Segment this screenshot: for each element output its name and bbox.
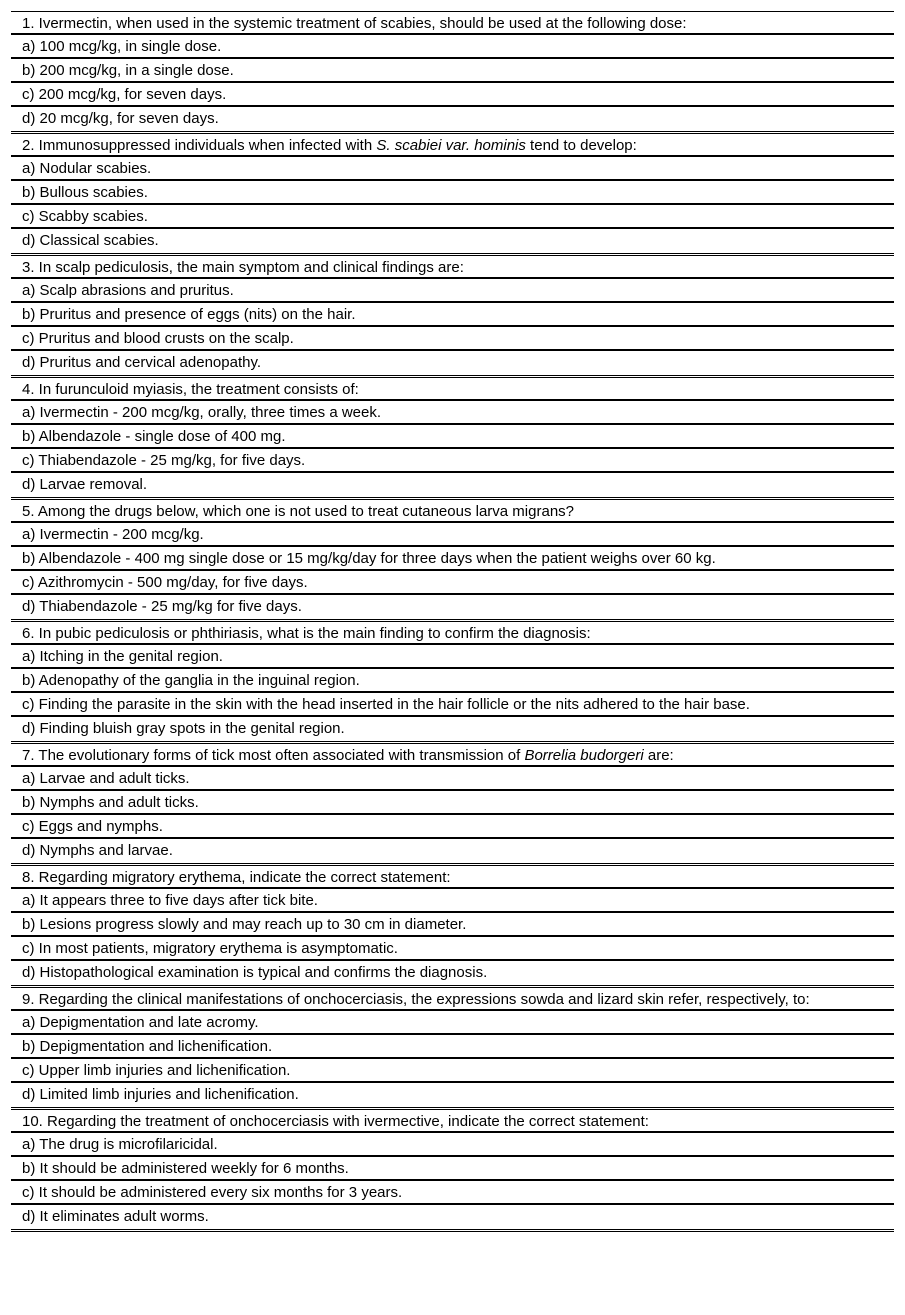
question-block-3 bbox=[11, 256, 894, 378]
option-6d: d) Finding bluish gray spots in the genital region. bbox=[22, 720, 345, 737]
option-4a: a) Ivermectin - 200 mcg/kg, orally, three times a week. bbox=[11, 401, 894, 425]
option-2a: a) Nodular scabies. bbox=[11, 157, 894, 181]
option-2c: c) Scabby scabies. bbox=[11, 205, 894, 229]
question-block-9 bbox=[11, 988, 894, 1110]
question-block-7 bbox=[11, 744, 894, 866]
option-7d: d) Nymphs and larvae. bbox=[22, 842, 173, 859]
question-block-8 bbox=[11, 866, 894, 988]
option-4b: b) Albendazole - single dose of 400 mg. bbox=[11, 425, 894, 449]
question-6: 6. In pubic pediculosis or phthiriasis, what is the main finding to confirm the diagnosis: bbox=[11, 622, 894, 645]
question-block-6 bbox=[11, 622, 894, 744]
option-2d: d) Classical scabies. bbox=[22, 232, 159, 249]
question-5: 5. Among the drugs below, which one is not used to treat cutaneous larva migrans? bbox=[11, 500, 894, 523]
option-8c: c) In most patients, migratory erythema is asymptomatic. bbox=[11, 937, 894, 961]
option-10d: d) It eliminates adult worms. bbox=[22, 1208, 209, 1225]
option-8a: a) It appears three to five days after tick bite. bbox=[11, 889, 894, 913]
option-3b: b) Pruritus and presence of eggs (nits) on the hair. bbox=[11, 303, 894, 327]
option-3a: a) Scalp abrasions and pruritus. bbox=[11, 279, 894, 303]
option-8b: b) Lesions progress slowly and may reach up to 30 cm in diameter. bbox=[11, 913, 894, 937]
option-1d: d) 20 mcg/kg, for seven days. bbox=[22, 110, 219, 127]
option-5d: d) Thiabendazole - 25 mg/kg for five days. bbox=[22, 598, 302, 615]
option-10b: b) It should be administered weekly for 6 months. bbox=[11, 1157, 894, 1181]
question-10: 10. Regarding the treatment of onchocerciasis with ivermective, indicate the correct statement: bbox=[11, 1110, 894, 1133]
option-4d: d) Larvae removal. bbox=[22, 476, 148, 493]
option-6c: c) Finding the parasite in the skin with the head inserted in the hair follicle or the nits adhered to the hair base. bbox=[11, 693, 894, 717]
option-2b: b) Bullous scabies. bbox=[11, 181, 894, 205]
question-1: 1. Ivermectin, when used in the systemic treatment of scabies, should be used at the following dose: bbox=[11, 12, 894, 35]
question-7: 7. The evolutionary forms of tick most often associated with transmission of Borrelia budorgeri are: bbox=[11, 744, 894, 767]
option-6b: b) Adenopathy of the ganglia in the inguinal region. bbox=[11, 669, 894, 693]
option-10c: c) It should be administered every six months for 3 years. bbox=[11, 1181, 894, 1205]
option-8d: d) Histopathological examination is typical and confirms the diagnosis. bbox=[22, 964, 488, 981]
option-1b: b) 200 mcg/kg, in a single dose. bbox=[11, 59, 894, 83]
option-9a: a) Depigmentation and late acromy. bbox=[11, 1011, 894, 1035]
option-4c: c) Thiabendazole - 25 mg/kg, for five days. bbox=[11, 449, 894, 473]
option-3d: d) Pruritus and cervical adenopathy. bbox=[22, 354, 262, 371]
option-3c: c) Pruritus and blood crusts on the scalp. bbox=[11, 327, 894, 351]
quiz-table bbox=[11, 11, 894, 1232]
option-7b: b) Nymphs and adult ticks. bbox=[11, 791, 894, 815]
question-3: 3. In scalp pediculosis, the main symptom and clinical findings are: bbox=[11, 256, 894, 279]
option-7c: c) Eggs and nymphs. bbox=[11, 815, 894, 839]
question-block-4 bbox=[11, 378, 894, 500]
option-5a: a) Ivermectin - 200 mcg/kg. bbox=[11, 523, 894, 547]
question-2: 2. Immunosuppressed individuals when infected with S. scabiei var. hominis tend to develop: bbox=[11, 134, 894, 157]
question-block-1 bbox=[11, 12, 894, 134]
question-block-2 bbox=[11, 134, 894, 256]
option-9d: d) Limited limb injuries and lichenification. bbox=[22, 1086, 299, 1103]
question-8: 8. Regarding migratory erythema, indicate the correct statement: bbox=[11, 866, 894, 889]
option-9c: c) Upper limb injuries and lichenification. bbox=[11, 1059, 894, 1083]
question-block-5 bbox=[11, 500, 894, 622]
option-1c: c) 200 mcg/kg, for seven days. bbox=[11, 83, 894, 107]
option-5b: b) Albendazole - 400 mg single dose or 15 mg/kg/day for three days when the patient weighs over 60 kg. bbox=[11, 547, 894, 571]
option-1a: a) 100 mcg/kg, in single dose. bbox=[11, 35, 894, 59]
option-7a: a) Larvae and adult ticks. bbox=[11, 767, 894, 791]
option-9b: b) Depigmentation and lichenification. bbox=[11, 1035, 894, 1059]
question-4: 4. In furunculoid myiasis, the treatment consists of: bbox=[11, 378, 894, 401]
option-6a: a) Itching in the genital region. bbox=[11, 645, 894, 669]
option-10a: a) The drug is microfilaricidal. bbox=[11, 1133, 894, 1157]
question-block-10 bbox=[11, 1110, 894, 1232]
option-5c: c) Azithromycin - 500 mg/day, for five days. bbox=[11, 571, 894, 595]
question-9: 9. Regarding the clinical manifestations of onchocerciasis, the expressions sowda and lizard skin refer, respectively, to: bbox=[11, 988, 894, 1011]
